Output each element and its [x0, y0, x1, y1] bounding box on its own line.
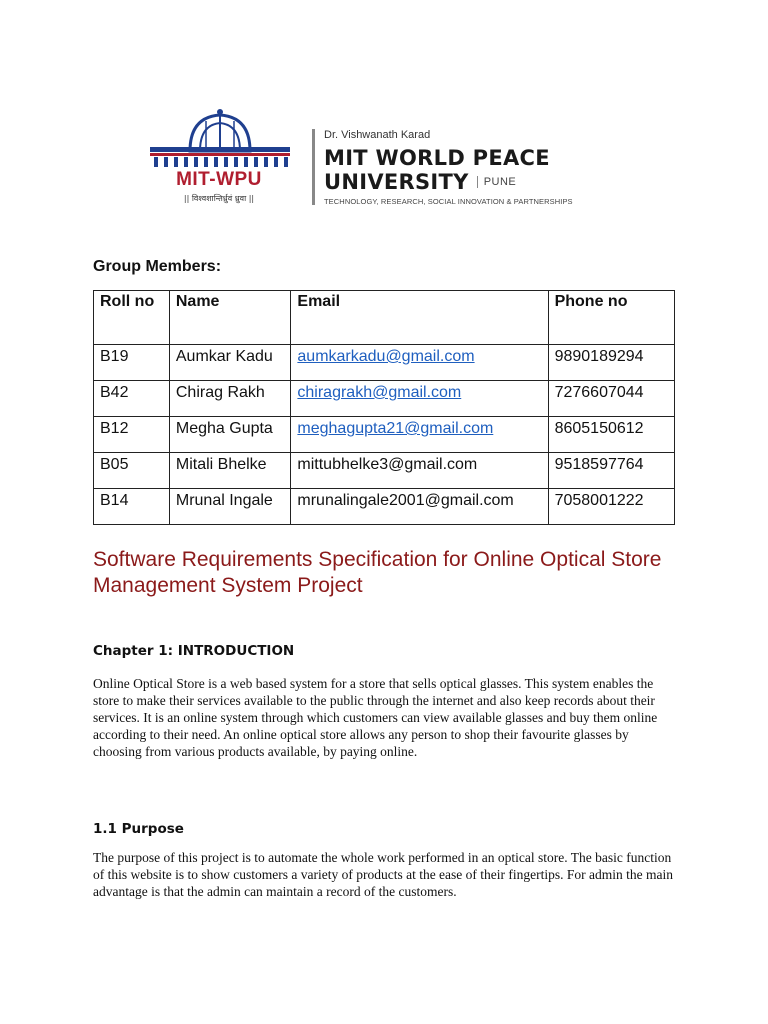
phone-cell: 9518597764 — [548, 453, 674, 489]
name-cell: Mrunal Ingale — [169, 489, 291, 525]
column-header-phone: Phone no — [548, 291, 674, 345]
logo-name-line1: MIT WORLD PEACE — [324, 146, 550, 170]
university-emblem — [140, 105, 300, 215]
table-row — [94, 345, 675, 381]
phone-cell: 9890189294 — [548, 345, 674, 381]
phone-cell: 7276607044 — [548, 381, 674, 417]
group-members-table — [93, 290, 675, 525]
table-row — [94, 453, 675, 489]
logo-founder: Dr. Vishwanath Karad — [324, 129, 431, 141]
roll-cell: B42 — [94, 381, 170, 417]
column-header-roll: Roll no — [94, 291, 170, 345]
email-cell — [291, 417, 548, 453]
email-link[interactable]: aumkarkadu@gmail.com — [297, 348, 475, 365]
roll-cell: B12 — [94, 417, 170, 453]
roll-cell: B14 — [94, 489, 170, 525]
email-cell — [291, 381, 548, 417]
purpose-heading: 1.1 Purpose — [93, 821, 184, 837]
email-link[interactable]: chiragrakh@gmail.com — [297, 384, 462, 401]
phone-cell: 7058001222 — [548, 489, 674, 525]
group-members-heading: Group Members: — [93, 258, 222, 275]
logo-wordmark — [324, 129, 654, 206]
logo-divider — [312, 129, 315, 205]
logo-motto: || विश्वशान्तिर्ध्रुवं ध्रुवा || — [183, 194, 255, 203]
email-cell — [291, 489, 548, 525]
university-logo-banner — [140, 105, 650, 215]
column-header-email: Email — [291, 291, 548, 345]
table-header-row — [94, 291, 675, 345]
chapter-heading: Chapter 1: INTRODUCTION — [93, 643, 295, 659]
table-row — [94, 381, 675, 417]
table-row — [94, 417, 675, 453]
email-cell — [291, 453, 548, 489]
name-cell: Aumkar Kadu — [169, 345, 291, 381]
phone-cell: 8605150612 — [548, 417, 674, 453]
name-cell: Chirag Rakh — [169, 381, 291, 417]
logo-abbreviation: MIT-WPU — [176, 169, 262, 190]
name-cell: Mitali Bhelke — [169, 453, 291, 489]
column-header-name: Name — [169, 291, 291, 345]
email-cell — [291, 345, 548, 381]
roll-cell: B19 — [94, 345, 170, 381]
logo-name-line2-row — [324, 170, 654, 194]
email-text: mittubhelke3@gmail.com — [297, 456, 478, 473]
logo-city: PUNE — [477, 176, 517, 188]
logo-tagline: TECHNOLOGY, RESEARCH, SOCIAL INNOVATION & PARTNERSHIPS — [324, 197, 573, 206]
table-row — [94, 489, 675, 525]
email-link[interactable]: meghagupta21@gmail.com — [297, 420, 494, 437]
logo-name-line2: UNIVERSITY — [324, 170, 469, 194]
roll-cell: B05 — [94, 453, 170, 489]
purpose-paragraph: The purpose of this project is to automate the whole work performed in an optical store. The basic function of this website is to show customers a variety of products at the ease of their fingertips. For admin the main advantage is that the admin can maintain a record of the customers. — [93, 850, 673, 899]
name-cell: Megha Gupta — [169, 417, 291, 453]
dome-emblem-icon — [144, 107, 296, 169]
email-text: mrunalingale2001@gmail.com — [297, 492, 514, 509]
document-title: Software Requirements Specification for Online Optical Store Management System Project — [93, 548, 662, 597]
intro-paragraph: Online Optical Store is a web based system for a store that sells optical glasses. This system enables the store to make their services available to the public through the internet and also keep records about their services. It is an online system through which customers can view available glasses and buy them online according to their need. An online optical store allows any person to shop their favourite glasses by choosing from various products available, by paying online. — [93, 676, 658, 759]
